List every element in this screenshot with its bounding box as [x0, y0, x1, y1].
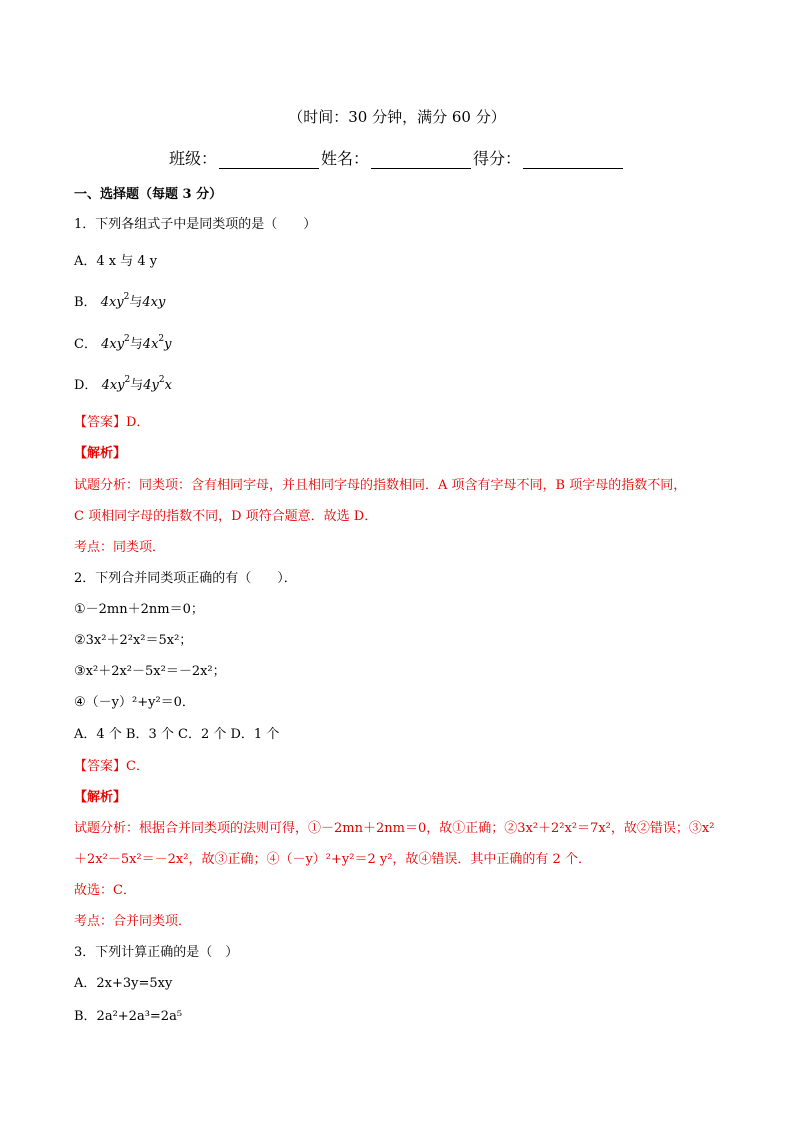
q2-analysis-title: 【解析】 [74, 790, 127, 805]
q2-item1: ①－2mn＋2nm＝0； [74, 602, 204, 617]
q2-stem: 2．下列合并同类项正确的有（ ）． [74, 571, 297, 586]
q3-option-b: B．2a²+2a³=2a⁵ [74, 1009, 183, 1024]
section-title: 一、选择题（每题 3 分） [74, 187, 223, 202]
q1-option-d-mid: 与 [130, 378, 144, 393]
q1-option-d [74, 374, 172, 395]
q1-option-c-expr1: 4xy [101, 337, 125, 352]
q3-stem: 3．下列计算正确的是（ ） [74, 945, 239, 960]
q2-item3: ③x²＋2x²－5x²＝－2x²； [74, 664, 226, 679]
q1-option-b [74, 291, 166, 312]
q1-option-c-expr2a: 4x [142, 337, 159, 352]
student-info-line [0, 146, 794, 169]
q1-option-d-expr2b: x [164, 378, 172, 393]
q1-option-d-sup1: 2 [124, 374, 131, 385]
q1-option-c-sup2: 2 [158, 333, 165, 344]
q1-option-d-expr2a: 4y [143, 378, 159, 393]
q2-point: 考点：合并同类项． [74, 914, 192, 929]
q1-option-a: A．4 x 与 4 y [74, 254, 158, 269]
q1-option-c-prefix: C． [74, 337, 97, 352]
q1-option-b-expr1: 4xy [100, 295, 124, 310]
q1-option-c-expr2b: y [164, 337, 172, 352]
q2-analysis-line2: ＋2x²－5x²＝－2x²，故③正确；④（－y）²+y²＝2 y²，故④错误．其中正确的有 2 个． [74, 852, 591, 867]
q1-option-c [74, 333, 172, 354]
q1-analysis-line2: C 项相同字母的指数不同，D 项符合题意．故选 D． [74, 509, 378, 524]
q1-answer: 【答案】D． [74, 415, 150, 430]
name-blank[interactable] [371, 152, 471, 169]
name-label: 姓名： [320, 149, 369, 168]
q2-options: A．4 个 B．3 个 C．2 个 D．1 个 [74, 727, 280, 742]
q1-analysis-title: 【解析】 [74, 446, 127, 461]
q2-item4: ④（－y）²+y²＝0． [74, 695, 195, 710]
q1-analysis-line1: 试题分析：同类项：含有相同字母，并且相同字母的指数相同．A 项含有字母不同，B 项字母的指数不同， [74, 478, 687, 493]
q2-conclusion: 故选：C． [74, 883, 136, 898]
q1-option-d-sup2: 2 [158, 374, 165, 385]
time-info: （时间：30 分钟，满分 60 分） [288, 108, 506, 126]
q1-option-d-expr1: 4xy [101, 378, 125, 393]
q1-option-b-sup1: 2 [123, 291, 130, 302]
q1-option-b-mid: 与 [129, 295, 143, 310]
q1-option-b-expr2: 4xy [142, 295, 166, 310]
score-label: 得分： [473, 149, 522, 168]
q1-option-d-prefix: D． [74, 378, 98, 393]
q1-point: 考点：同类项． [74, 540, 166, 555]
q3-option-a: A．2x+3y=5xy [74, 976, 173, 991]
q1-option-c-sup1: 2 [124, 333, 130, 344]
q1-stem: 1．下列各组式子中是同类项的是（ ） [74, 217, 317, 232]
q1-option-b-prefix: B． [74, 295, 97, 310]
class-label: 班级： [168, 149, 217, 168]
q2-answer: 【答案】C． [74, 759, 149, 774]
class-blank[interactable] [219, 152, 319, 169]
q1-option-c-mid: 与 [129, 337, 143, 352]
score-blank[interactable] [523, 152, 623, 169]
q2-item2: ②3x²＋2²x²＝5x²； [74, 633, 193, 648]
q2-analysis-line1: 试题分析：根据合并同类项的法则可得，①－2mn＋2nm＝0，故①正确；②3x²＋2²x²＝7x²，故②错误；③x² [74, 821, 715, 836]
